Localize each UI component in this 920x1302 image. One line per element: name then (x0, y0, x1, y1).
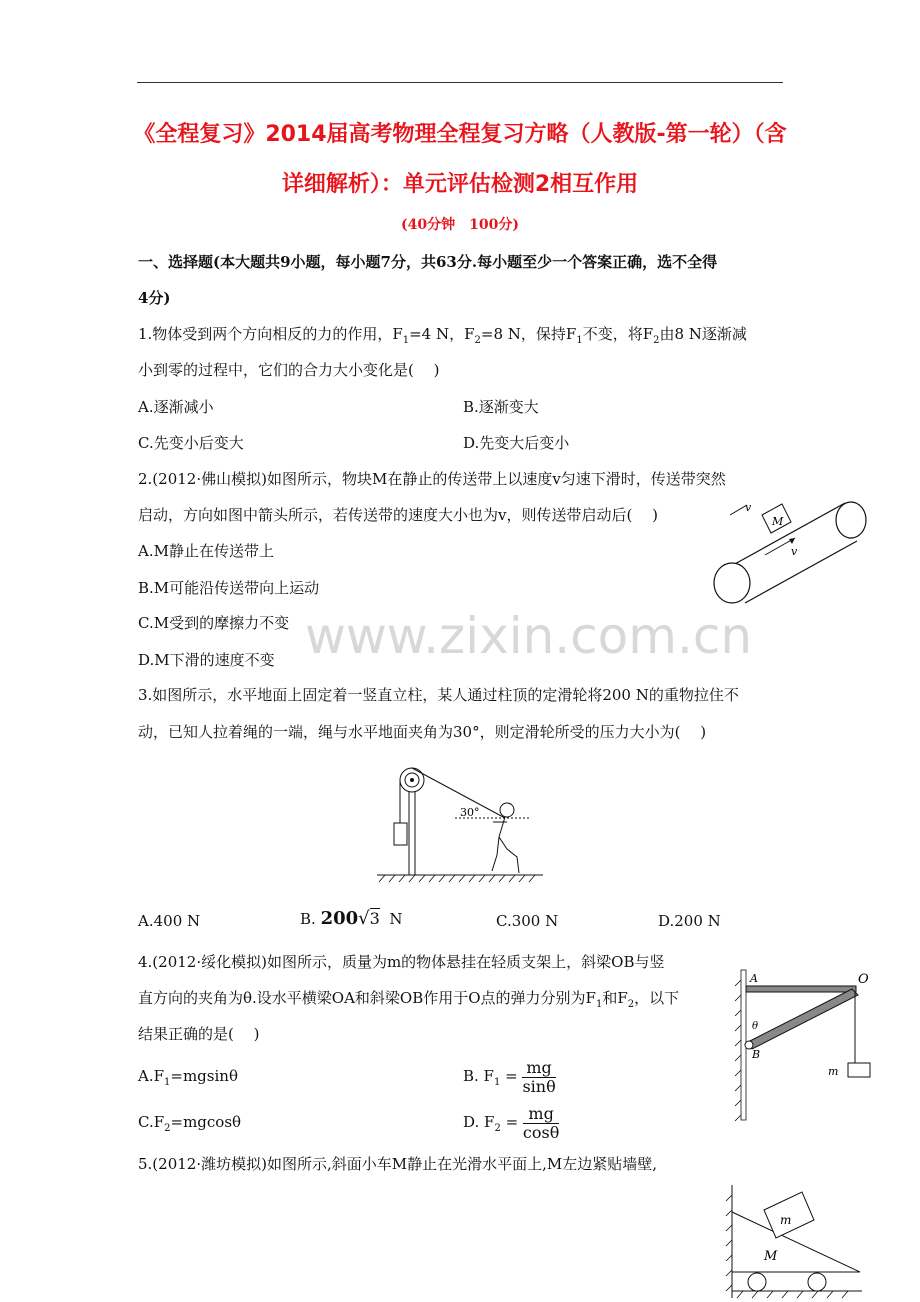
q4-stem-line1: 4.(2012·绥化模拟)如图所示，质量为m的物体悬挂在轻质支架上，斜梁OB与竖 (138, 953, 665, 971)
q3-option-c[interactable]: C.300 N (496, 912, 559, 930)
q2-option-b[interactable]: B.M可能沿传送带向上运动 (138, 579, 320, 597)
q1-option-a[interactable]: A.逐渐减小 (138, 398, 214, 416)
q2-stem-line2: 启动，方向如图中箭头所示，若传送带的速度大小也为v，则传送带启动后( ) (138, 506, 658, 524)
q5-stem-line1: 5.(2012·潍坊模拟)如图所示,斜面小车M静止在光滑水平面上,M左边紧贴墙壁, (138, 1155, 657, 1173)
q2-option-a[interactable]: A.M静止在传送带上 (138, 542, 274, 560)
fig-label-block: m (780, 1213, 792, 1227)
pulley-figure (375, 760, 545, 885)
q4-stem-line2: 直方向的夹角为θ.设水平横梁OA和斜梁OB作用于O点的弹力分别为$F_1$和$F_2$，以下 (138, 989, 680, 1010)
incline-cart-figure (722, 1180, 872, 1302)
fig-label-o: O (858, 972, 869, 987)
fig-label-theta: θ (752, 1021, 759, 1032)
doc-title-line1: 《全程复习》2014届高考物理全程复习方略（人教版-第一轮）（含 (133, 122, 787, 147)
q3-option-a[interactable]: A.400 N (138, 912, 201, 930)
conveyor-belt-figure (705, 495, 875, 610)
q1-stem-line2: 小到零的过程中，它们的合力大小变化是( ) (138, 361, 440, 379)
q2-stem-line1: 2.(2012·佛山模拟)如图所示，物块M在静止的传送带上以速度v匀速下滑时，传送带突然 (138, 470, 726, 488)
fig-label-v-belt: v (791, 545, 798, 558)
q4-option-b[interactable]: B. $F_1$ = $\frac{mg}{\sin\theta}$ (463, 1057, 556, 1096)
section-heading-cont: 4分) (138, 289, 171, 307)
q3-option-b[interactable]: B. 200√3 N (300, 908, 403, 929)
fig-label-a: A (750, 972, 758, 985)
q1-option-c[interactable]: C.先变小后变大 (138, 434, 244, 452)
fig-label-b: B (752, 1048, 761, 1061)
q2-option-c[interactable]: C.M受到的摩擦力不变 (138, 614, 290, 632)
fig-label-cart: M (764, 1249, 778, 1264)
doc-subtitle: (40分钟 100分) (401, 217, 519, 233)
doc-title-line2: 详细解析）：单元评估检测2相互作用 (281, 172, 639, 197)
q4-option-a[interactable]: $A.F_1=mgsin\theta$ (138, 1067, 238, 1088)
fig-label-angle: 30° (460, 806, 480, 819)
q3-stem-line2: 动，已知人拉着绳的一端，绳与水平地面夹角为30°，则定滑轮所受的压力大小为( ) (138, 723, 707, 741)
q4-option-d[interactable]: D. $F_2$ = $\frac{mg}{\cos\theta}$ (463, 1103, 560, 1142)
q1-stem-line1: 1.物体受到两个方向相反的力的作用，$F_1=4$ N，$F_2=8$ N，保持$F_1$不变，将$F_2$由8 N逐渐减 (138, 325, 747, 346)
fig-label-mass: m (828, 1065, 839, 1078)
q3-stem-line1: 3.如图所示，水平地面上固定着一竖直立柱，某人通过柱顶的定滑轮将200 N的重物拉住不 (138, 686, 739, 704)
q3-option-d[interactable]: D.200 N (658, 912, 721, 930)
q4-stem-line3: 结果正确的是( ) (138, 1025, 260, 1043)
q1-option-b[interactable]: B.逐渐变大 (463, 398, 539, 416)
fig-label-v: v (745, 501, 752, 514)
section-heading: 一、选择题(本大题共9小题，每小题7分，共63分.每小题至少一个答案正确，选不全得 (138, 253, 718, 271)
q2-option-d[interactable]: D.M下滑的速度不变 (138, 651, 275, 669)
header-rule (137, 82, 783, 83)
fig-label-m: M (772, 515, 784, 528)
q1-option-d[interactable]: D.先变大后变小 (463, 434, 570, 452)
watermark: www.zixin.com.cn (305, 607, 753, 665)
q4-option-c[interactable]: $C.F_2=mgcos\theta$ (138, 1113, 242, 1134)
bracket-figure (712, 965, 882, 1125)
